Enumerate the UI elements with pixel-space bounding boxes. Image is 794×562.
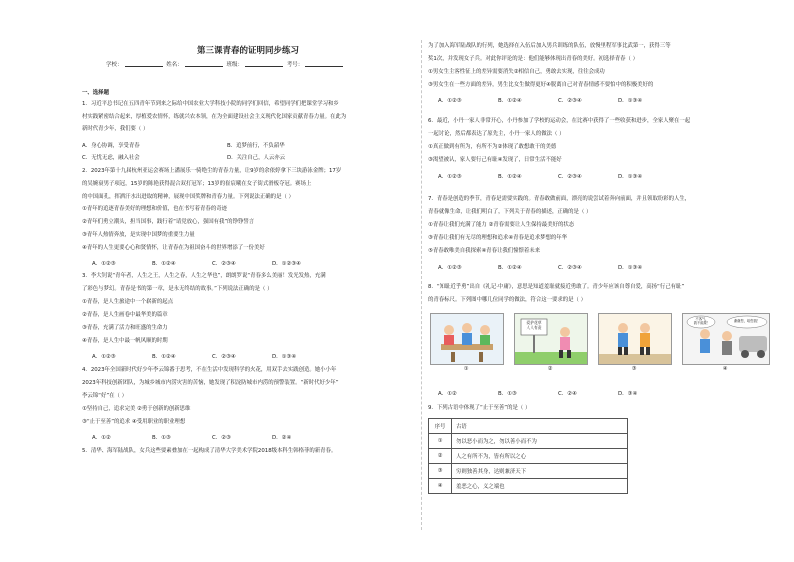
q8-illustration-2 bbox=[514, 313, 588, 365]
table-row: ③ 穷则独善其身，达则兼济天下 bbox=[429, 464, 628, 479]
q5-option-b[interactable]: B．①②④ bbox=[498, 98, 522, 104]
q8-caption-2: ② bbox=[547, 366, 553, 372]
table-row: ② 人之有所不为，皆有所以之心 bbox=[429, 449, 628, 464]
q7-line: 7．青春是创造的季节，青春是需要实践的。青春敢做前面，漂亮的说尝试着奔向前面，并且领取纷彩的人生， bbox=[428, 196, 691, 202]
q7-item: ①青春让我们充满了能力 ②青春需要让人生保持最美好的状态 bbox=[428, 222, 575, 228]
q4-line: 李云锦“好”在（ ） bbox=[82, 393, 128, 399]
section-heading: 一、选择题 bbox=[82, 90, 109, 96]
q2-item: ③青年人热情奔放，是实现中国梦的重要生力量 bbox=[82, 232, 195, 238]
q6-item: ①真正做到有所为，有所不为②体现了敢想敢干的美德 bbox=[428, 144, 557, 150]
q8-option-b[interactable]: B．①③ bbox=[498, 391, 517, 397]
q2-line: 2．2023年第十九届杭州亚运会赛场上潘展乐一骑绝尘的青春力量，让9岁的余依婷拿下三块游泳金牌；17岁 bbox=[82, 168, 342, 174]
q6-line: 6．最近，小丹一家人非常开心，小丹参加了学校的运动会，在比赛中获得了一些收获和进步，全家人聚在一起 bbox=[428, 118, 691, 124]
q1-option-c[interactable]: C．无忧无虑，融入社会 bbox=[82, 155, 140, 161]
q7-item: ⑤青春敢唯美自我探索④青春让我们憧憬着未来 bbox=[428, 248, 541, 254]
q5-line: 5．清华、海军陆战队，女兵这些要素叠加在一起构成了清华大学美术学院2018级本科生韩格菲的新青春。 bbox=[82, 448, 337, 454]
q3-option-b[interactable]: B．①②④ bbox=[152, 354, 176, 360]
q4-option-c[interactable]: C．②③ bbox=[212, 435, 231, 441]
column-divider bbox=[421, 40, 422, 530]
q2-options-row bbox=[82, 259, 332, 267]
q3-item: ③青春，充满了活力和旺盛的生命力 bbox=[82, 325, 168, 331]
q5-item: ①男女生主客性征上的差异需要消失②相信自己，勇敢去实现，往往会成功 bbox=[428, 69, 605, 75]
q7-option-c[interactable]: C．②③④ bbox=[558, 265, 582, 271]
q1-line: 新时代青少年，我们要（ ） bbox=[82, 126, 149, 132]
q4-option-a[interactable]: A．①② bbox=[92, 435, 111, 441]
q5-option-d[interactable]: D．①③④ bbox=[618, 98, 643, 104]
q5-option-c[interactable]: C．②③④ bbox=[558, 98, 582, 104]
q1-options-row bbox=[82, 153, 372, 161]
q1-option-b[interactable]: B．追梦前行，不负韶华 bbox=[227, 143, 285, 149]
q5-line: 奖1次，并发现女子兵。对此你评论的是：他们能够体现出青春的美好。初选择青春（ ） bbox=[428, 56, 638, 62]
q6-options-row bbox=[428, 172, 678, 180]
q4-line: 4．2023年全国新时代好少年李云锦番于思考，不在生活中发现科学的火花，用双手去实践创造。她小小年 bbox=[82, 367, 337, 373]
students-talking-picture bbox=[599, 314, 671, 364]
q2-option-b[interactable]: B．①②④ bbox=[152, 261, 176, 267]
q3-item: ①青春，是人生旅途中一个崭新的起点 bbox=[82, 299, 174, 305]
q8-option-c[interactable]: C．②④ bbox=[558, 391, 577, 397]
q2-line: 的中国面孔，挥洒汗水出进取的精神，展现中国奖牌和青春力量。下列说法正确的是（ ） bbox=[82, 194, 294, 200]
lawn-sign-text: 爱护花草 人人有责 bbox=[526, 320, 542, 330]
q7-option-a[interactable]: A．①②③ bbox=[438, 265, 462, 271]
q3-option-a[interactable]: A．①②③ bbox=[92, 354, 116, 360]
q6-option-a[interactable]: A．①②③ bbox=[438, 174, 462, 180]
q2-option-a[interactable]: A．①②③ bbox=[92, 261, 116, 267]
q4-line: 2023年科技创新团队，为城乡城市内涝灾害的苦恼，她发现了积淀防城市内涝的预警装置。“新时代好少年” bbox=[82, 380, 339, 386]
number-field[interactable] bbox=[305, 61, 343, 67]
q9-line: 9．下列古语中体现了“止于至善”的是（ ） bbox=[428, 405, 531, 411]
q4-option-b[interactable]: B．①③ bbox=[152, 435, 171, 441]
q1-options-row bbox=[82, 141, 372, 149]
q8-line: 8．“知耻近乎勇”出自《礼记·中庸》，意思是知道羞耻就接近勇敢了。青少年应该自尊自爱，高扬“行己有耻” bbox=[428, 284, 685, 290]
q5-options-row bbox=[428, 96, 678, 104]
q3-line: 3．李大钊说“青年者，人生之王，人生之春，人生之华也”，朗朗罗说“青春多么美丽！发光发热，充满 bbox=[82, 273, 326, 279]
student-info-line: 学校： 姓名： 班级： 考号： bbox=[106, 60, 345, 68]
q7-option-b[interactable]: B．①②④ bbox=[498, 265, 522, 271]
q8-illustration-3 bbox=[598, 313, 672, 365]
q1-line: 村实践紧密结合起来，厚植爱农情怀，练就兴农本领，在为全面建设社会主义现代化国家贡献青春力量。在此为 bbox=[82, 114, 347, 120]
q4-item: ③“止于至善”的追求 ④受用职业的职业理想 bbox=[82, 419, 186, 425]
q4-item: ①坚持自己，追求完美 ②勇于创新的创新思维 bbox=[82, 406, 191, 412]
q8-illustrations bbox=[430, 313, 774, 373]
q7-item: ③青春让我们有无尽的理想和追求④青春是追求梦想的年华 bbox=[428, 235, 568, 241]
q8-illustration-1 bbox=[430, 313, 504, 365]
q6-line: 一起讨论，然后都表达了原先主，小丹一家人的做法（ ） bbox=[428, 131, 565, 137]
q8-caption-1: ① bbox=[463, 366, 469, 372]
q3-line: 了彩色与梦幻。青春是书的第一章，是永无终结的故事。”下列说法正确的是（ ） bbox=[82, 286, 273, 292]
q1-option-a[interactable]: A．身心协调，享受青春 bbox=[82, 143, 140, 149]
q5-option-a[interactable]: A．①②③ bbox=[438, 98, 462, 104]
q8-line: 的青春标尺。下列图中哪几位同学的做法，符合这一要求的是（ ） bbox=[428, 297, 587, 303]
q8-option-a[interactable]: A．①② bbox=[438, 391, 457, 397]
q6-item: ③渴望被认，家人要行己有耻④发现了，日常生活不能好 bbox=[428, 157, 562, 163]
q7-options-row bbox=[428, 263, 678, 271]
q8-caption-3: ③ bbox=[631, 366, 637, 372]
q4-option-d[interactable]: D．②④ bbox=[272, 435, 292, 441]
q3-item: ④青春，是人生中最一帆风顺的时期 bbox=[82, 338, 168, 344]
q2-option-c[interactable]: C．②③④ bbox=[212, 261, 236, 267]
q3-option-c[interactable]: C．②③④ bbox=[212, 354, 236, 360]
class-field[interactable] bbox=[245, 61, 283, 67]
table-row: ④ 羞恶之心，义之端也 bbox=[429, 479, 628, 494]
q3-options-row bbox=[82, 352, 332, 360]
school-field[interactable] bbox=[125, 61, 163, 67]
q7-line: 青春就像生命，让我们明白了，下列关于青春的描述，正确的是（ ） bbox=[428, 209, 592, 215]
students-reading-picture bbox=[431, 314, 503, 364]
q8-caption-4: ④ bbox=[722, 366, 728, 372]
name-field[interactable] bbox=[185, 61, 223, 67]
q8-option-d[interactable]: D．③④ bbox=[618, 391, 638, 397]
q2-item: ①青年的追逐青春美好的理想和价值，也在书写着青春的奇迹 bbox=[82, 206, 227, 212]
q2-option-d[interactable]: D．①②③④ bbox=[272, 261, 301, 267]
q2-item: ②青年们勇立潮头，担当国事，践行着“请党放心，强国有我”的铮铮誓言 bbox=[82, 219, 255, 225]
q7-option-d[interactable]: D．①③④ bbox=[618, 265, 643, 271]
table-row: 序号 古语 bbox=[429, 419, 628, 434]
q8-illustration-4 bbox=[682, 313, 770, 365]
q5-line: 为了加入海军陆战队的行列，她选择在入伍后加入男兵训练的队伍，放慢里程军事比武第一，获得三等 bbox=[428, 43, 671, 49]
q6-option-c[interactable]: C．②③④ bbox=[558, 174, 582, 180]
q8-options-row bbox=[428, 389, 678, 397]
q2-item: ④青年的人生更要心心和贤情怀，让青春在为祖国奋斗的世界增添了一份美好 bbox=[82, 245, 265, 251]
q1-option-d[interactable]: D．关注自己，人云亦云 bbox=[227, 155, 286, 161]
speech-bubble-text: 不客气， 我不能要！ bbox=[693, 317, 711, 325]
speech-bubble-text: 谢谢您，给您钱！ bbox=[733, 319, 761, 323]
q2-line: 的吴婉衰男子项冠，15岁的陈艳获得混合双打冠军；13岁的崔宸曦在女子街式滑板夺冠。赛场上 bbox=[82, 181, 312, 187]
quotes-table bbox=[428, 418, 628, 494]
table-row: ① 勿以恶小而为之，勿以善小而不为 bbox=[429, 434, 628, 449]
q5-item: ③男女生在一些方面的差异，男生比女生做得更好④脱离自己对青春情感不要怕中的积极美好的 bbox=[428, 82, 654, 88]
q3-option-d[interactable]: D．①③④ bbox=[272, 354, 297, 360]
page-title: 第三课青春的证明同步练习 bbox=[196, 46, 299, 56]
q6-option-d[interactable]: D．①③④ bbox=[618, 174, 643, 180]
q4-options-row bbox=[82, 433, 332, 441]
q3-item: ②青春，是人生画卷中最华美的篇章 bbox=[82, 312, 168, 318]
q6-option-b[interactable]: B．①②④ bbox=[498, 174, 522, 180]
q1-line: 1．习近平总书记在五四青年节到来之际给中国农业大学科技小院的同学们回信，希望同学们把课堂学习和乡 bbox=[82, 101, 339, 107]
